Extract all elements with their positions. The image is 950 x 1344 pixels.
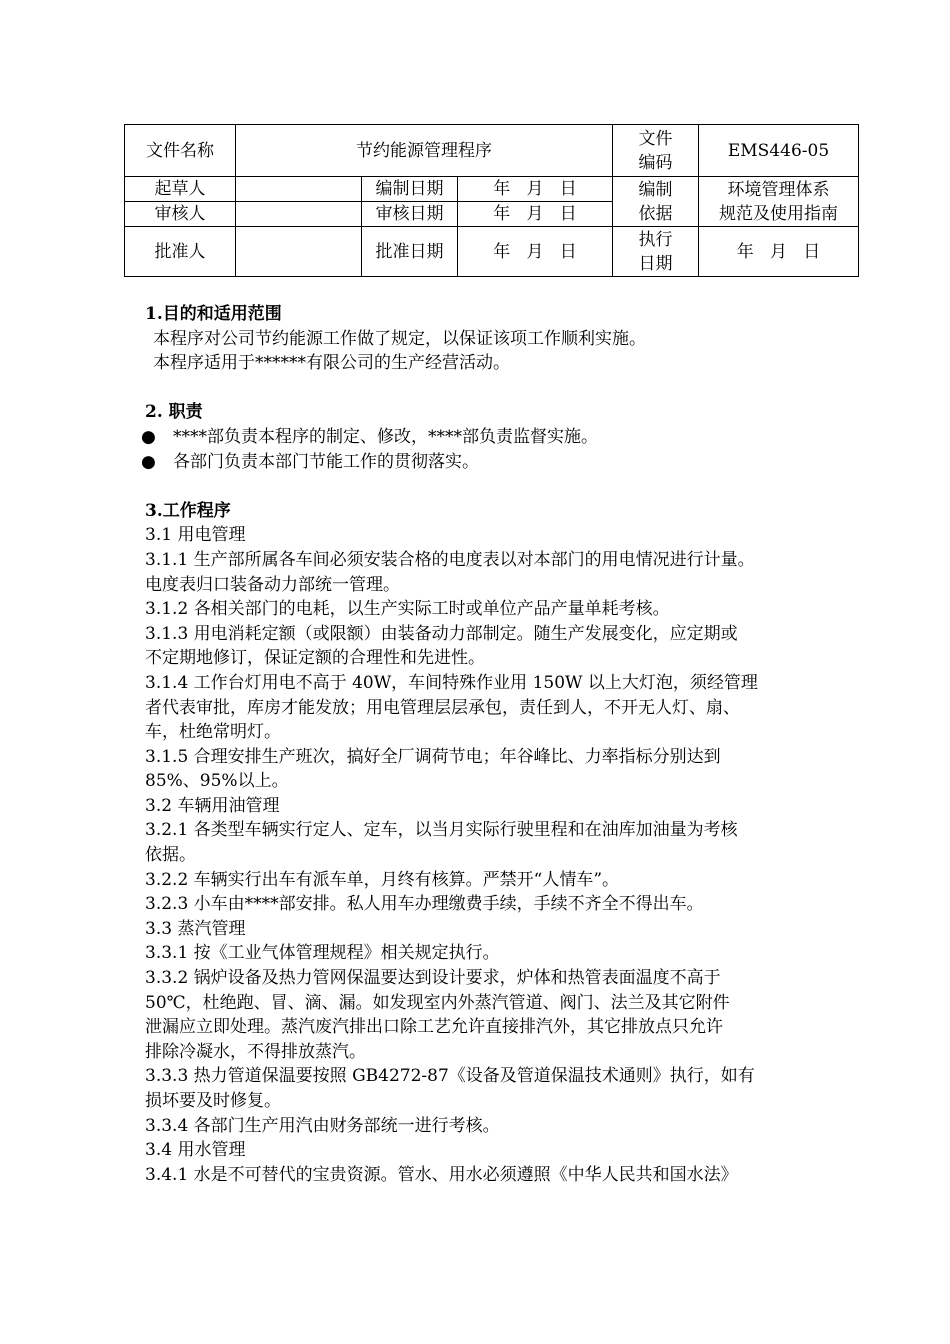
body-line: 3.2.2 车辆实行出车有派车单，月终有核算。严禁开“人情车”。 [145,869,620,890]
review-date-value: 年 月 日 [458,202,613,227]
file-name-value: 节约能源管理程序 [236,125,613,177]
body-line: 不定期地修订，保证定额的合理性和先进性。 [145,648,485,669]
document-body [141,302,835,1187]
body-line: 3.1.1 生产部所属各车间必须安装合格的电度表以对本部门的用电情况进行计量。 [145,549,755,570]
body-line: 3.3.4 各部门生产用汽由财务部统一进行考核。 [145,1115,500,1136]
bullet-icon: ● [141,426,156,447]
body-line: 3.4.1 水是不可替代的宝贵资源。管水、用水必须遵照《中华人民共和国水法》 [145,1164,738,1185]
body-line: 3.1.3 用电消耗定额（或限额）由装备动力部制定。随生产发展变化，应定期或 [145,623,738,644]
file-code-value: EMS446-05 [699,125,859,177]
body-line: 电度表归口装备动力部统一管理。 [145,574,400,595]
body-line: 3.2 车辆用油管理 [145,795,280,816]
body-line: 者代表审批，库房才能发放；用电管理层层承包，责任到人，不开无人灯、扇、 [145,697,740,718]
body-line: 损坏要及时修复。 [145,1091,281,1111]
file-code-label: 文件 编码 [613,125,699,177]
approver-value [236,227,362,277]
file-name-label: 文件名称 [125,125,236,177]
drafter-label: 起草人 [125,177,236,202]
approver-label: 批准人 [125,227,236,277]
drafter-value [236,177,362,202]
draft-date-value: 年 月 日 [458,177,613,202]
body-line: 3.3 蒸汽管理 [145,918,246,939]
approve-date-label: 批准日期 [362,227,458,277]
section-2-title: 2. 职责 [145,402,203,423]
body-line: 3.1.2 各相关部门的电耗，以生产实际工时或单位产品产量单耗考核。 [145,599,670,620]
section-1-paragraph: 本程序适用于******有限公司的生产经营活动。 [153,353,510,374]
reviewer-label: 审核人 [125,202,236,227]
reviewer-value [236,202,362,227]
section-1-paragraph: 本程序对公司节约能源工作做了规定，以保证该项工作顺利实施。 [153,328,646,349]
bullet-icon: ● [141,451,156,472]
basis-value: 环境管理体系 规范及使用指南 [699,177,859,227]
section-3-title: 3.工作程序 [145,500,231,521]
body-line: 3.2.3 小车由****部安排。私人用车办理缴费手续，手续不齐全不得出车。 [145,894,704,915]
body-line: 3.4 用水管理 [145,1140,246,1161]
body-line: 泄漏应立即处理。蒸汽废汽排出口除工艺允许直接排汽外，其它排放点只允许 [145,1017,723,1038]
document-header-table [124,124,859,277]
review-date-label: 审核日期 [362,202,458,227]
approve-date-value: 年 月 日 [458,227,613,277]
body-line: 50℃，杜绝跑、冒、滴、漏。如发现室内外蒸汽管道、阀门、法兰及其它附件 [145,992,730,1013]
body-line: 车，杜绝常明灯。 [145,722,281,743]
body-line: 依据。 [145,845,196,866]
list-item: ● 各部门负责本部门节能工作的贯彻落实。 [141,450,835,475]
draft-date-label: 编制日期 [362,177,458,202]
basis-label: 编制 依据 [613,177,699,227]
body-line: 3.1.4 工作台灯用电不高于 40W，车间特殊作业用 150W 以上大灯泡，须经管理 [145,672,758,693]
body-line: 排除冷凝水，不得排放蒸汽。 [145,1041,366,1062]
body-line: 3.3.2 锅炉设备及热力管网保温要达到设计要求，炉体和热管表面温度不高于 [145,968,721,989]
section-1-title: 1.目的和适用范围 [145,304,282,324]
body-line: 3.1.5 合理安排生产班次，搞好全厂调荷节电；年谷峰比、力率指标分别达到 [145,746,721,767]
section-3-body [145,523,835,1187]
exec-date-value: 年 月 日 [699,227,859,277]
body-line: 3.3.1 按《工业气体管理规程》相关规定执行。 [145,943,500,964]
body-line: 3.2.1 各类型车辆实行定人、定车，以当月实际行驶里程和在油库加油量为考核 [145,820,738,841]
body-line: 3.1 用电管理 [145,525,246,546]
body-line: 85%、95%以上。 [145,771,289,792]
list-item: ● ****部负责本程序的制定、修改，****部负责监督实施。 [141,425,835,450]
body-line: 3.3.3 热力管道保温要按照 GB4272-87《设备及管道保温技术通则》执行，如有 [145,1066,755,1087]
exec-date-label: 执行 日期 [613,227,699,277]
